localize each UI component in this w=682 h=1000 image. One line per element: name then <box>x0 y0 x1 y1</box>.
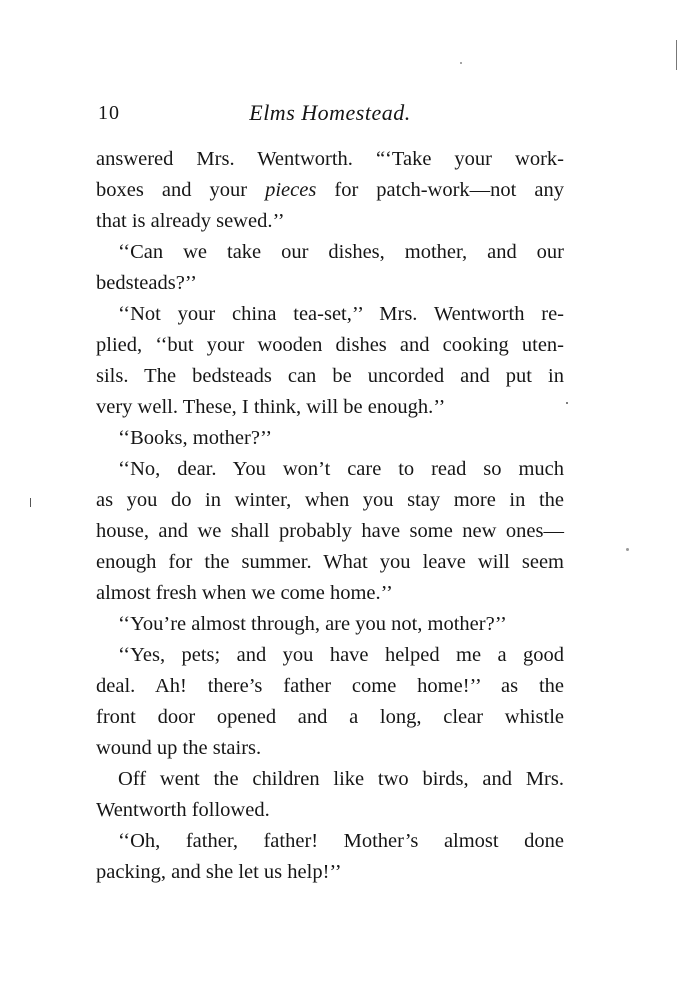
text-line <box>96 175 564 206</box>
text-line: answered Mrs. Wentworth. “‘Take your work- <box>96 148 564 170</box>
text-line: ‘‘No, dear. You won’t care to read so much <box>118 458 564 480</box>
body-text <box>96 144 564 888</box>
text-line: Wentworth followed. <box>96 799 270 821</box>
text-line: packing, and she let us help!’’ <box>96 861 342 883</box>
text-line: almost fresh when we come home.’’ <box>96 582 393 604</box>
text-line: as you do in winter, when you stay more in the <box>96 489 564 511</box>
book-title: Elms Homestead. <box>249 100 411 125</box>
text-line: that is already sewed.’’ <box>96 210 285 232</box>
text-line: ‘‘Can we take our dishes, mother, and our <box>118 241 564 263</box>
paper-speck <box>676 40 677 70</box>
text-line: house, and we shall probably have some new ones— <box>96 520 564 542</box>
text-line: ‘‘You’re almost through, are you not, mother?’’ <box>118 613 507 635</box>
paper-speck <box>566 402 568 404</box>
paper-speck <box>626 548 629 551</box>
text-line: ‘‘Not your china tea-set,’’ Mrs. Wentworth re- <box>118 303 564 325</box>
text-line: bedsteads?’’ <box>96 272 197 294</box>
text-segment: boxes and your <box>96 179 266 201</box>
text-segment: for patch-work—not any <box>316 179 564 201</box>
text-line: wound up the stairs. <box>96 737 262 759</box>
text-line: plied, ‘‘but your wooden dishes and cooking uten- <box>96 334 564 356</box>
running-head <box>96 100 564 130</box>
text-line: Off went the children like two birds, and Mrs. <box>118 768 564 790</box>
text-line: sils. The bedsteads can be uncorded and put in <box>96 365 564 387</box>
page-number: 10 <box>98 102 120 124</box>
text-line: ‘‘Yes, pets; and you have helped me a good <box>118 644 564 666</box>
paper-speck <box>460 62 462 64</box>
text-line: very well. These, I think, will be enough.’’ <box>96 396 446 418</box>
text-line: ‘‘Books, mother?’’ <box>118 427 273 449</box>
text-line: ‘‘Oh, father, father! Mother’s almost done <box>118 830 564 852</box>
italic-word: pieces <box>265 179 317 201</box>
paper-speck <box>30 498 31 507</box>
text-line: front door opened and a long, clear whistle <box>96 706 564 728</box>
text-line: enough for the summer. What you leave will seem <box>96 551 564 573</box>
text-line: deal. Ah! there’s father come home!’’ as the <box>96 675 564 697</box>
